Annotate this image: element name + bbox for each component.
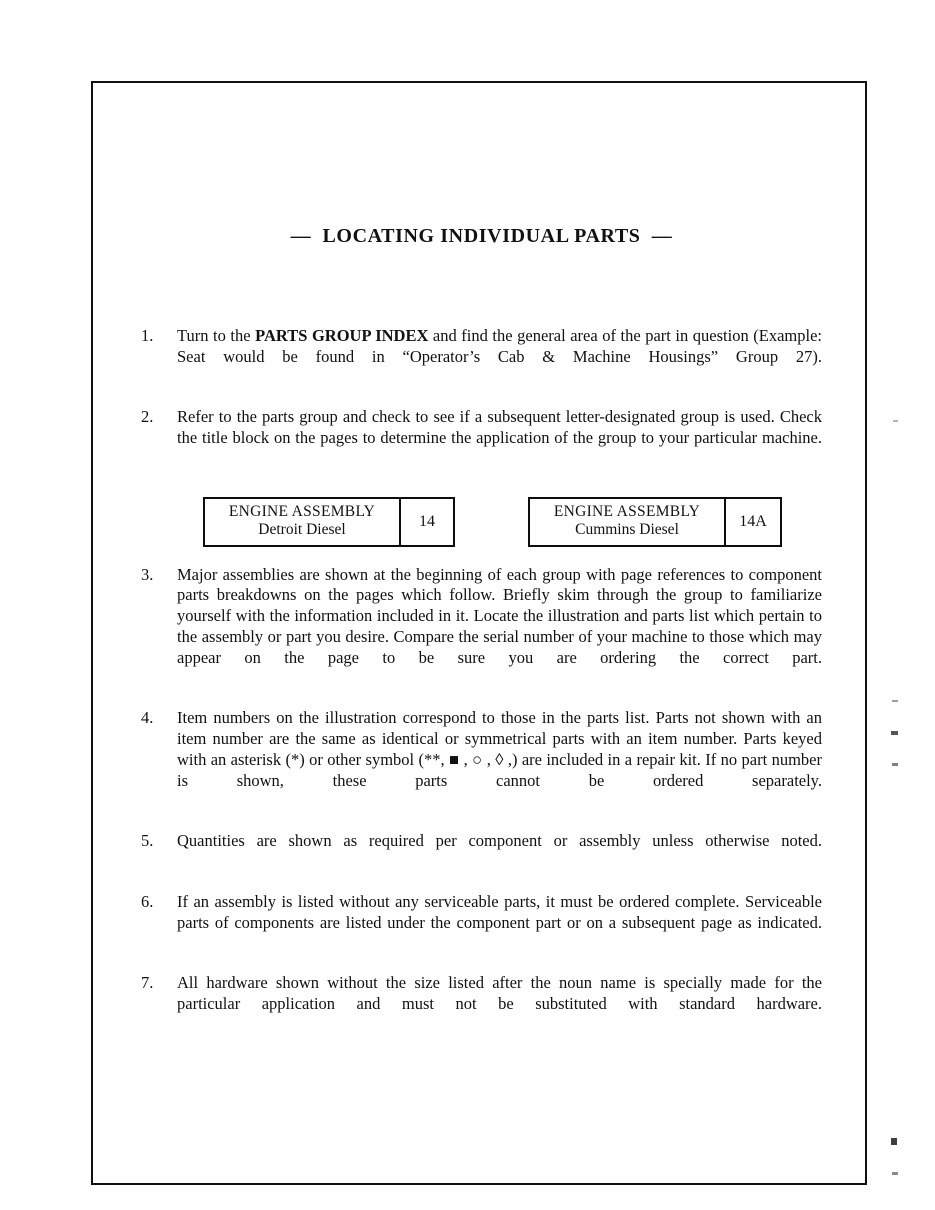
item-text: Item numbers on the illustration correspond to those in the parts list. Parts not shown with an item number are the same as identical or symmetrical parts with an item number. Parts keyed with an asterisk (*) or other symbol (**, ■ , ○ , ◊ ,) are included in a repair kit. If no part number is shown, these parts cannot be ordered separately. (177, 708, 822, 790)
page-title: — LOCATING INDIVIDUAL PARTS — (290, 225, 673, 247)
title-block-name-cell (530, 499, 726, 545)
item-text-lead: Turn to the (177, 326, 256, 345)
parts-group-index-emphasis: PARTS GROUP INDEX (255, 326, 429, 345)
item-text: If an assembly is listed without any serviceable parts, it must be ordered complete. Serviceable parts of components are listed under the component part or on a subsequent page as indicated. (177, 891, 822, 932)
item-number: 2. (141, 407, 154, 427)
scan-speck (893, 420, 898, 422)
list-item-3 (141, 565, 822, 690)
list-item-1 (141, 326, 822, 388)
item-number: 1. (141, 326, 154, 345)
title-block-group-name: ENGINE ASSEMBLY (553, 503, 701, 521)
title-block-examples (141, 489, 822, 565)
item-text: Major assemblies are shown at the beginning of each group with page references to component parts breakdowns on the pages which follow. Briefly skim through the group to familiarize yourself with the information included in it. Locate the illustration and parts list which pertain to the assembly or part you desire. Compare the serial number of your machine to those which may appear on the page to be sure you are ordering the correct part. (177, 564, 822, 667)
title-block-detroit-diesel (203, 497, 455, 547)
scan-speck (892, 700, 898, 702)
item-text: All hardware shown without the size listed after the noun name is specially made for the particular application and must not be substituted with standard hardware. (177, 973, 822, 1013)
list-item-7 (141, 973, 822, 1035)
item-number: 5. (141, 831, 154, 851)
instruction-list (141, 248, 822, 1036)
list-item-4 (141, 708, 822, 812)
title-block-group-name: ENGINE ASSEMBLY (228, 503, 376, 521)
item-text: Refer to the parts group and check to see if a subsequent letter-designated group is used. Check the title block on the pages to determine the application of the group to your particular machine. (177, 407, 822, 448)
item-number: 3. (141, 564, 154, 584)
scan-speck (892, 1172, 898, 1175)
title-block-group-number: 14 (419, 512, 435, 530)
item-number: 6. (141, 891, 154, 911)
item-number: 7. (141, 973, 154, 993)
title-block-engine-name: Detroit Diesel (258, 520, 346, 538)
scan-speck (891, 731, 898, 735)
list-item-2 (141, 407, 822, 469)
title-block-name-cell (205, 499, 401, 545)
list-item-5 (141, 831, 822, 873)
title-block-engine-name: Cummins Diesel (575, 520, 679, 538)
scan-speck (891, 1138, 897, 1145)
item-text (177, 326, 822, 388)
scan-speck (892, 763, 898, 766)
title-block-group-number: 14A (739, 512, 767, 530)
page-content (141, 120, 822, 1055)
list-item-6 (141, 892, 822, 954)
item-text-tail: and find the general area of the part in question (Example: Seat would be found in “Operator’s Cab & Machine Housings” Group 27). (177, 326, 822, 366)
item-number: 4. (141, 708, 154, 728)
item-text: Quantities are shown as required per component or assembly unless otherwise noted. (177, 831, 822, 851)
title-block-cummins-diesel (528, 497, 782, 547)
